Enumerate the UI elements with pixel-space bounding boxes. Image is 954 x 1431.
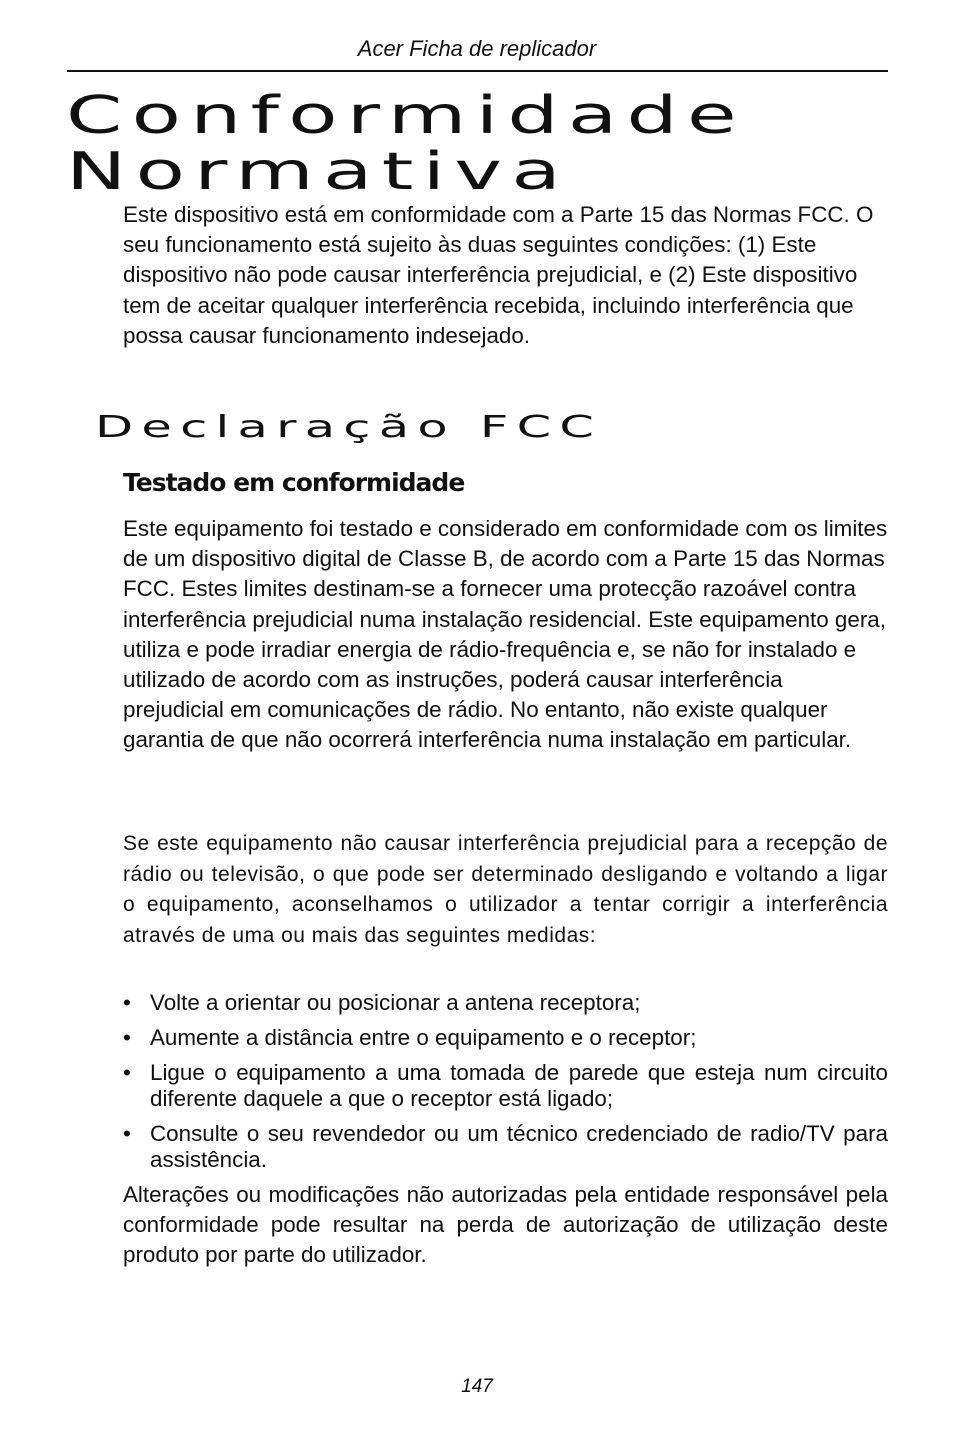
list-item-text: Consulte o seu revendedor ou um técnico credenciado de radio/TV para assistência. [150, 1121, 888, 1172]
measures-list [123, 990, 888, 1182]
page-number: 147 [461, 1376, 493, 1397]
bullet-icon: • [123, 1121, 131, 1146]
list-item-text: Aumente a distância entre o equipamento e o receptor; [150, 1025, 697, 1050]
bullet-icon: • [123, 1060, 131, 1085]
page-title [66, 88, 746, 200]
list-item [123, 1060, 888, 1112]
subheading-tested: Testado em conformidade [123, 468, 465, 497]
page-title-line-1: Conformidade [66, 86, 746, 146]
bullet-icon: • [123, 1025, 131, 1050]
bullet-icon: • [123, 990, 131, 1015]
modifications-paragraph: Alterações ou modificações não autorizadas pela entidade responsável pela conformidade pode resultar na perda de autorização de utilização deste produto por parte do utilizador. [123, 1182, 888, 1268]
list-item-text: Volte a orientar ou posicionar a antena receptora; [150, 990, 641, 1015]
header-divider [67, 70, 888, 72]
intro-paragraph: Este dispositivo está em conformidade com a Parte 15 das Normas FCC. O seu funcionamento está sujeito às duas seguintes condições: (1) Este dispositivo não pode causar interferência prejudicial, e (2) Este dispositivo tem de aceitar qualquer interferência recebida, incluindo interferência que possa causar funcionamento indesejado. [123, 202, 874, 348]
list-item [123, 990, 888, 1016]
compliance-paragraph: Este equipamento foi testado e considerado em conformidade com os limites de um dispositivo digital de Classe B, de acordo com a Parte 15 das Normas FCC. Estes limites destinam-se a fornecer uma protecção razoável contra interferência prejudicial numa instalação residencial. Este equipamento gera, utiliza e pode irradiar energia de rádio-frequência e, se não for instalado e utilizado de acordo com as instruções, poderá causar interferência prejudicial em comunicações de rádio. No entanto, não existe qualquer garantia de que não ocorrerá interferência numa instalação em particular. [123, 516, 888, 753]
list-item [123, 1025, 888, 1051]
list-item [123, 1121, 888, 1173]
page-title-line-2: Normativa [66, 142, 571, 202]
running-header: Acer Ficha de replicador [357, 36, 597, 61]
list-item-text: Ligue o equipamento a uma tomada de parede que esteja num circuito diferente daquele a que o receptor está ligado; [150, 1060, 888, 1111]
interference-paragraph: Se este equipamento não causar interferência prejudicial para a recepção de rádio ou televisão, o que pode ser determinado desligando e voltando a ligar o equipamento, aconselhamos o utilizador a tentar corrigir a interferência através de uma ou mais das seguintes medidas: [123, 832, 888, 947]
section-title-fcc: Declaração FCC [95, 410, 603, 445]
